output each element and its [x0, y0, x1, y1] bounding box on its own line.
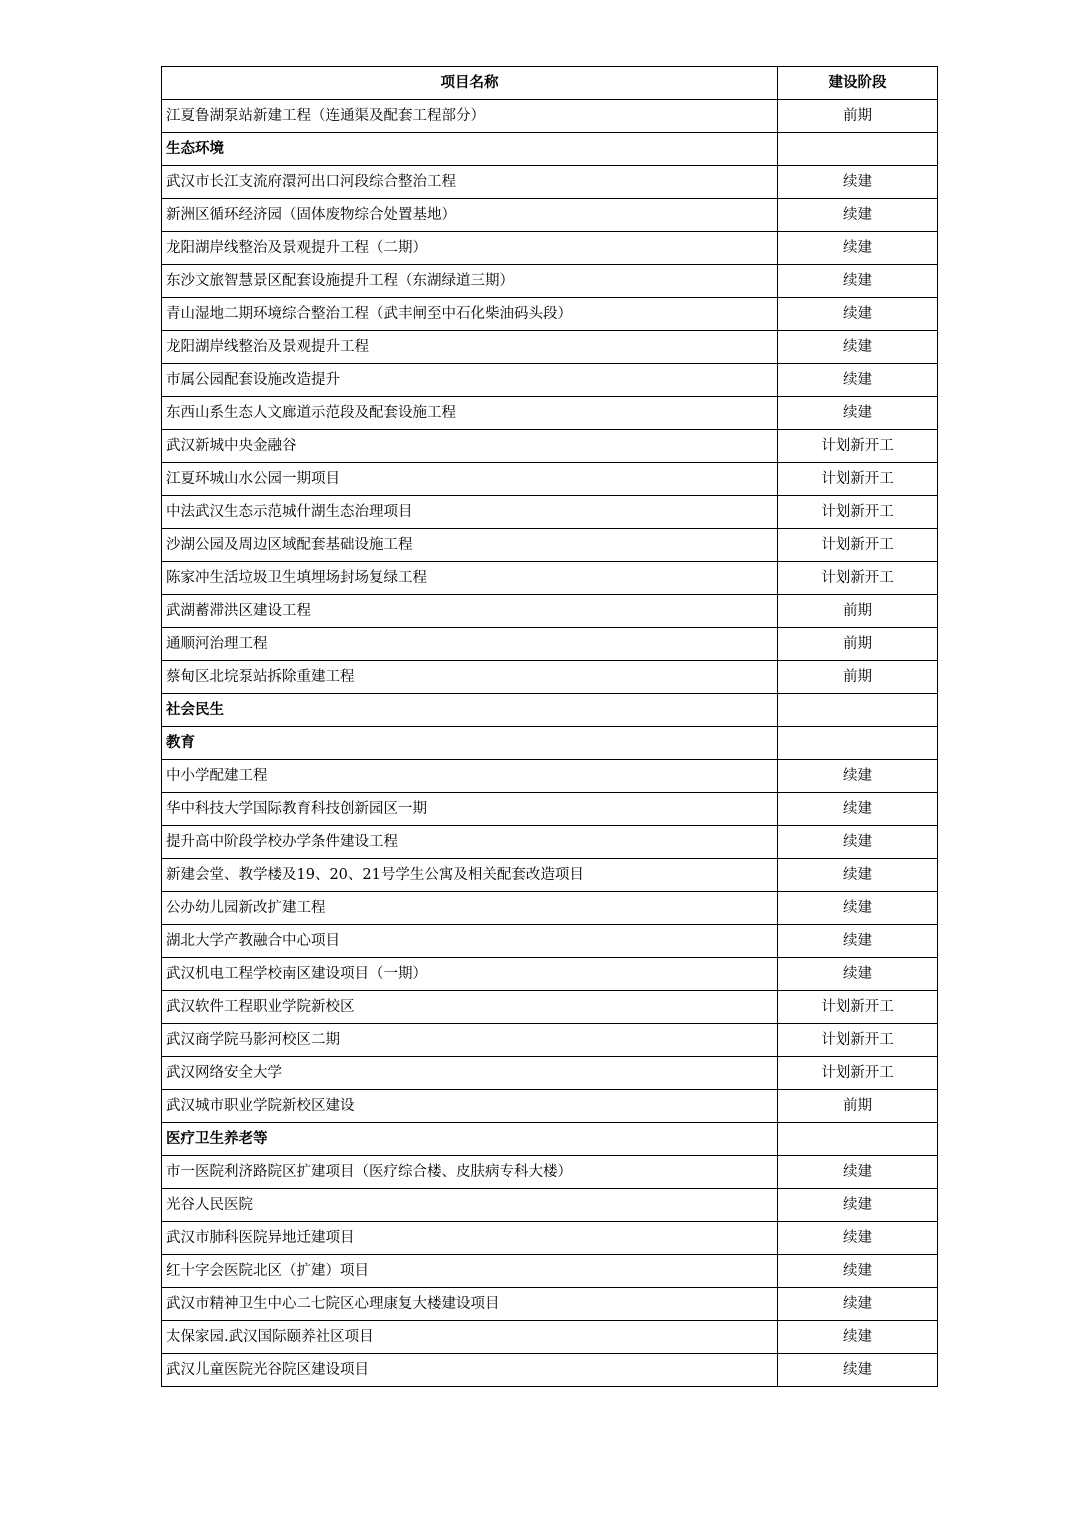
project-name-cell: 武汉机电工程学校南区建设项目（一期） — [162, 958, 778, 991]
construction-stage-cell: 前期 — [778, 100, 938, 133]
table-row — [162, 199, 938, 232]
table-row — [162, 331, 938, 364]
construction-stage-cell: 前期 — [778, 661, 938, 694]
project-name-cell: 武汉城市职业学院新校区建设 — [162, 1090, 778, 1123]
construction-stage-cell: 续建 — [778, 1354, 938, 1387]
project-name-cell: 龙阳湖岸线整治及景观提升工程 — [162, 331, 778, 364]
table-row — [162, 562, 938, 595]
table-row — [162, 793, 938, 826]
section-title: 教育 — [162, 727, 778, 760]
construction-stage-cell: 续建 — [778, 166, 938, 199]
table-row — [162, 826, 938, 859]
construction-stage-cell: 续建 — [778, 760, 938, 793]
construction-stage-cell: 续建 — [778, 958, 938, 991]
section-title: 医疗卫生养老等 — [162, 1123, 778, 1156]
section-title: 生态环境 — [162, 133, 778, 166]
project-name-cell: 东西山系生态人文廊道示范段及配套设施工程 — [162, 397, 778, 430]
construction-stage-cell — [778, 133, 938, 166]
document-page — [161, 66, 937, 1387]
project-name-cell: 蔡甸区北垸泵站拆除重建工程 — [162, 661, 778, 694]
construction-stage-cell: 续建 — [778, 397, 938, 430]
construction-stage-cell: 续建 — [778, 1189, 938, 1222]
table-row — [162, 166, 938, 199]
table-row — [162, 232, 938, 265]
construction-stage-cell: 计划新开工 — [778, 496, 938, 529]
table-row — [162, 991, 938, 1024]
table-row — [162, 1156, 938, 1189]
construction-stage-cell — [778, 727, 938, 760]
table-row — [162, 1255, 938, 1288]
section-row — [162, 133, 938, 166]
project-name-cell: 武汉市肺科医院异地迁建项目 — [162, 1222, 778, 1255]
construction-stage-cell — [778, 694, 938, 727]
header-construction-stage: 建设阶段 — [778, 67, 938, 100]
table-row — [162, 760, 938, 793]
construction-stage-cell: 续建 — [778, 199, 938, 232]
project-name-cell: 中法武汉生态示范城什湖生态治理项目 — [162, 496, 778, 529]
construction-stage-cell: 计划新开工 — [778, 562, 938, 595]
table-row — [162, 265, 938, 298]
construction-stage-cell: 续建 — [778, 1321, 938, 1354]
table-row — [162, 628, 938, 661]
construction-stage-cell — [778, 1123, 938, 1156]
table-row — [162, 595, 938, 628]
table-row — [162, 1222, 938, 1255]
table-body — [162, 100, 938, 1387]
construction-stage-cell: 续建 — [778, 298, 938, 331]
construction-stage-cell: 续建 — [778, 1156, 938, 1189]
construction-stage-cell: 续建 — [778, 925, 938, 958]
project-name-cell: 武汉软件工程职业学院新校区 — [162, 991, 778, 1024]
project-name-cell: 江夏鲁湖泵站新建工程（连通渠及配套工程部分） — [162, 100, 778, 133]
construction-stage-cell: 计划新开工 — [778, 529, 938, 562]
construction-stage-cell: 续建 — [778, 1255, 938, 1288]
construction-stage-cell: 续建 — [778, 826, 938, 859]
table-row — [162, 1024, 938, 1057]
construction-stage-cell: 计划新开工 — [778, 1057, 938, 1090]
construction-stage-cell: 计划新开工 — [778, 1024, 938, 1057]
project-name-cell: 陈家冲生活垃圾卫生填埋场封场复绿工程 — [162, 562, 778, 595]
project-name-cell: 武湖蓄滞洪区建设工程 — [162, 595, 778, 628]
table-row — [162, 1189, 938, 1222]
section-row — [162, 1123, 938, 1156]
construction-stage-cell: 续建 — [778, 1288, 938, 1321]
table-row — [162, 892, 938, 925]
construction-stage-cell: 计划新开工 — [778, 991, 938, 1024]
construction-stage-cell: 前期 — [778, 1090, 938, 1123]
table-row — [162, 463, 938, 496]
project-table — [161, 66, 938, 1387]
header-project-name: 项目名称 — [162, 67, 778, 100]
project-name-cell: 武汉市精神卫生中心二七院区心理康复大楼建设项目 — [162, 1288, 778, 1321]
table-row — [162, 1354, 938, 1387]
project-name-cell: 中小学配建工程 — [162, 760, 778, 793]
construction-stage-cell: 计划新开工 — [778, 430, 938, 463]
project-name-cell: 武汉网络安全大学 — [162, 1057, 778, 1090]
table-row — [162, 1288, 938, 1321]
table-row — [162, 529, 938, 562]
construction-stage-cell: 前期 — [778, 595, 938, 628]
project-name-cell: 东沙文旅智慧景区配套设施提升工程（东湖绿道三期） — [162, 265, 778, 298]
project-name-cell: 提升高中阶段学校办学条件建设工程 — [162, 826, 778, 859]
project-name-cell: 武汉儿童医院光谷院区建设项目 — [162, 1354, 778, 1387]
project-name-cell: 市属公园配套设施改造提升 — [162, 364, 778, 397]
construction-stage-cell: 续建 — [778, 364, 938, 397]
project-name-cell: 市一医院利济路院区扩建项目（医疗综合楼、皮肤病专科大楼） — [162, 1156, 778, 1189]
table-row — [162, 496, 938, 529]
project-name-cell: 太保家园.武汉国际颐养社区项目 — [162, 1321, 778, 1354]
construction-stage-cell: 续建 — [778, 1222, 938, 1255]
project-name-cell: 沙湖公园及周边区域配套基础设施工程 — [162, 529, 778, 562]
project-name-cell: 江夏环城山水公园一期项目 — [162, 463, 778, 496]
project-name-cell: 武汉新城中央金融谷 — [162, 430, 778, 463]
section-row — [162, 727, 938, 760]
project-name-cell: 光谷人民医院 — [162, 1189, 778, 1222]
construction-stage-cell: 续建 — [778, 232, 938, 265]
construction-stage-cell: 续建 — [778, 331, 938, 364]
project-name-cell: 新建会堂、教学楼及19、20、21号学生公寓及相关配套改造项目 — [162, 859, 778, 892]
construction-stage-cell: 计划新开工 — [778, 463, 938, 496]
project-name-cell: 青山湿地二期环境综合整治工程（武丰闸至中石化柴油码头段） — [162, 298, 778, 331]
table-row — [162, 1057, 938, 1090]
construction-stage-cell: 前期 — [778, 628, 938, 661]
table-row — [162, 925, 938, 958]
project-name-cell: 公办幼儿园新改扩建工程 — [162, 892, 778, 925]
section-title: 社会民生 — [162, 694, 778, 727]
construction-stage-cell: 续建 — [778, 265, 938, 298]
project-name-cell: 武汉商学院马影河校区二期 — [162, 1024, 778, 1057]
construction-stage-cell: 续建 — [778, 892, 938, 925]
table-row — [162, 958, 938, 991]
table-row — [162, 100, 938, 133]
project-name-cell: 华中科技大学国际教育科技创新园区一期 — [162, 793, 778, 826]
project-name-cell: 新洲区循环经济园（固体废物综合处置基地） — [162, 199, 778, 232]
project-name-cell: 武汉市长江支流府澴河出口河段综合整治工程 — [162, 166, 778, 199]
table-row — [162, 397, 938, 430]
project-name-cell: 湖北大学产教融合中心项目 — [162, 925, 778, 958]
table-row — [162, 859, 938, 892]
construction-stage-cell: 续建 — [778, 859, 938, 892]
table-row — [162, 364, 938, 397]
table-row — [162, 1321, 938, 1354]
table-row — [162, 1090, 938, 1123]
table-header-row — [162, 67, 938, 100]
table-row — [162, 298, 938, 331]
project-name-cell: 红十字会医院北区（扩建）项目 — [162, 1255, 778, 1288]
construction-stage-cell: 续建 — [778, 793, 938, 826]
table-row — [162, 430, 938, 463]
project-name-cell: 龙阳湖岸线整治及景观提升工程（二期） — [162, 232, 778, 265]
section-row — [162, 694, 938, 727]
table-row — [162, 661, 938, 694]
project-name-cell: 通顺河治理工程 — [162, 628, 778, 661]
